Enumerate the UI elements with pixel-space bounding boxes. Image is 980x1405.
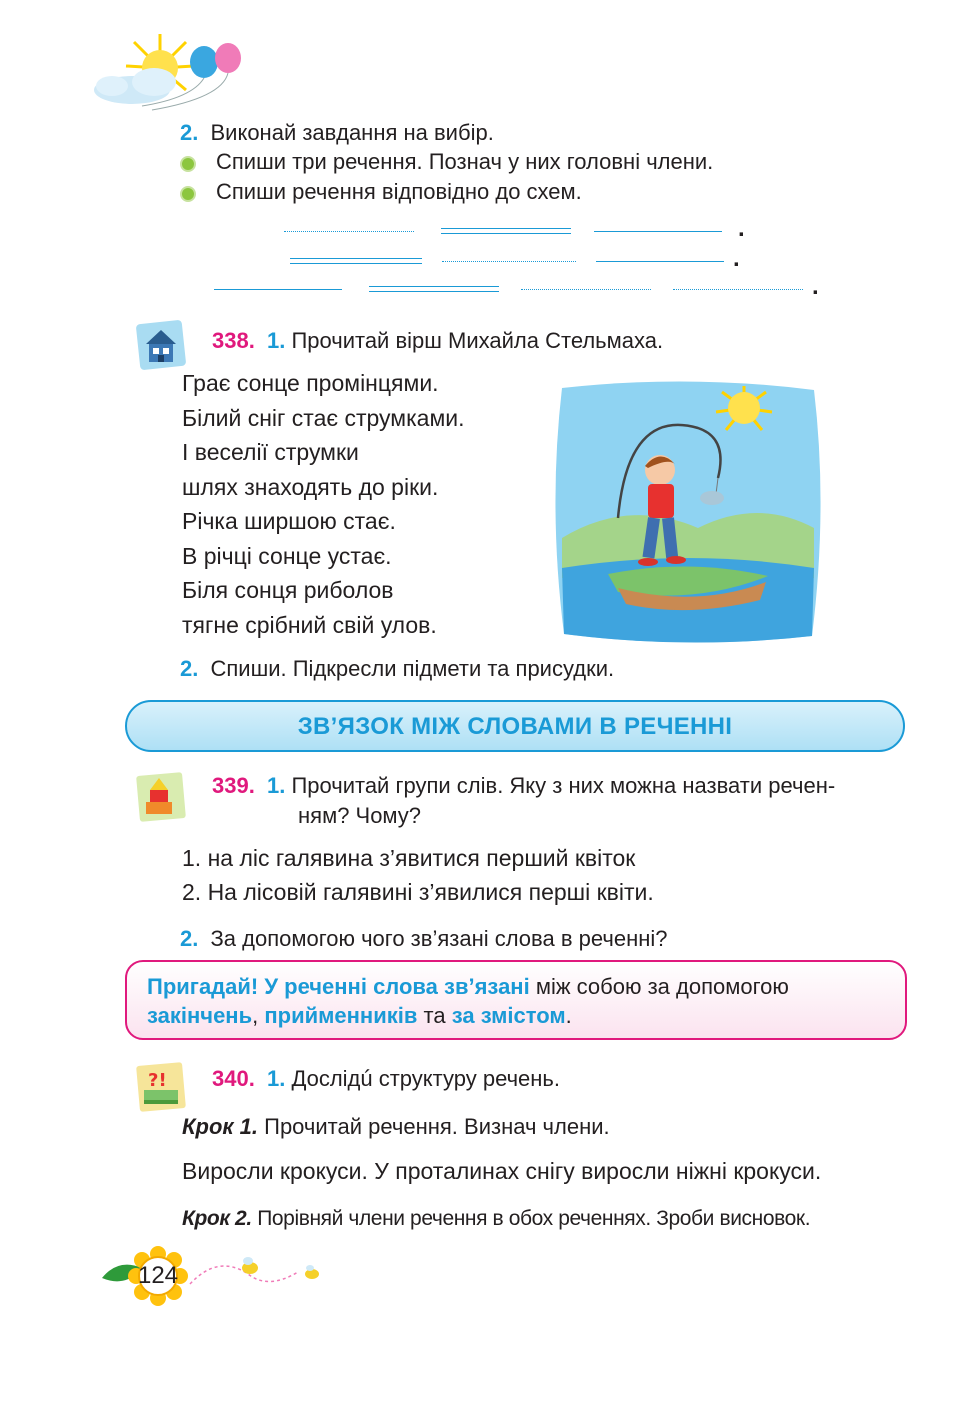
scheme-solid-line xyxy=(214,289,342,290)
ex338-step1-number: 1. xyxy=(266,328,286,353)
ex339-step2-text: За допомогою чого зв’язані слова в реченні? xyxy=(210,926,668,951)
option-bullet-icon xyxy=(180,156,196,172)
ex338-step2-text: Спиши. Підкресли підмети та присудки. xyxy=(210,656,615,681)
ex339-step2-number: 2. xyxy=(180,926,199,951)
blocks-icon xyxy=(132,768,190,824)
scheme-period: . xyxy=(738,215,745,242)
word-group-2: 2. На лісовій галявині з’явилися перші квіти. xyxy=(182,879,654,905)
ex340-step1-number: 1. xyxy=(266,1066,286,1091)
step2-instruction: Порівняй члени речення в обох реченнях. Зроби висновок. xyxy=(251,1207,811,1230)
scheme-period: . xyxy=(733,245,740,272)
step2-label: Крок 2. xyxy=(182,1207,252,1230)
ex340-step1-text: Дослідú структуру речень. xyxy=(291,1066,561,1091)
step1-instruction: Прочитай речення. Визнач члени. xyxy=(258,1114,610,1139)
poem-line: Річка ширшою стає. xyxy=(182,508,396,534)
house-icon xyxy=(132,316,190,372)
task2-text: Виконай завдання на вибір. xyxy=(210,120,494,145)
poem-line: Білий сніг стає струмками. xyxy=(182,404,465,431)
ex339-step2 xyxy=(180,924,668,954)
ex338-header xyxy=(212,326,663,356)
section-title: ЗВ’ЯЗОК МІЖ СЛОВАМИ В РЕЧЕННІ xyxy=(297,713,733,740)
fishing-boy-illustration xyxy=(548,378,828,650)
word-group-1: 1. на ліс галявина з’явитися перший квіток xyxy=(182,845,636,871)
ex339-number: 339. xyxy=(212,773,255,798)
flower-page-badge xyxy=(98,1244,338,1310)
step1-label: Крок 1. xyxy=(182,1114,259,1139)
remember-and: та xyxy=(417,1003,452,1028)
ex338-step2-number: 2. xyxy=(180,656,199,681)
section-heading-bar xyxy=(125,700,905,752)
ex339-step1-number: 1. xyxy=(266,773,286,798)
scheme-period: . xyxy=(812,273,819,300)
poem-line: Біля сонця риболов xyxy=(182,577,394,603)
scheme-dotted-line xyxy=(442,261,576,262)
remember-comma: , xyxy=(252,1003,265,1028)
sun-cloud-balloons-decoration xyxy=(82,28,282,128)
poem-line: В річці сонце устає. xyxy=(182,542,392,569)
scheme-dotted-line xyxy=(521,289,651,290)
remember-lead: Пригадай! У реченні слова зв’язані xyxy=(147,974,530,999)
ex339-step1-text-cont: ням? Чому? xyxy=(298,803,422,828)
task2-number: 2. xyxy=(180,120,199,145)
task2-line xyxy=(180,118,494,148)
poem-line: тягне срібний свій улов. xyxy=(182,611,437,638)
task2-option-1: Спиши три речення. Познач у них головні члени. xyxy=(216,149,714,174)
page-number: 124 xyxy=(137,1262,179,1289)
remember-term-meaning: за змістом xyxy=(451,1003,566,1028)
ex339-step1-text: Прочитай групи слів. Яку з них можна назвати речен- xyxy=(291,773,836,798)
scheme-double-line xyxy=(290,258,422,264)
scheme-solid-line xyxy=(594,231,722,232)
ex338-number: 338. xyxy=(212,328,255,353)
scheme-dotted-line xyxy=(673,289,803,290)
remember-end: . xyxy=(565,1003,572,1028)
remember-term-endings: закінчень xyxy=(147,1003,253,1028)
remember-box xyxy=(125,960,907,1040)
scheme-double-line xyxy=(369,286,499,292)
scheme-dotted-line xyxy=(284,231,414,232)
ex340-step1-line xyxy=(182,1112,610,1142)
poem xyxy=(182,366,465,642)
ex340-step2-line xyxy=(182,1204,810,1234)
scheme-solid-line xyxy=(596,261,724,262)
option-bullet-icon xyxy=(180,186,196,202)
svg-text:?!: ?! xyxy=(148,1070,167,1091)
ex340-sentences: Виросли крокуси. У проталинах снігу виросли ніжні крокуси. xyxy=(182,1158,822,1184)
poem-line: Грає сонце промінцями. xyxy=(182,370,439,396)
remember-rest: між собою за допомогою xyxy=(529,974,789,999)
book-question-icon xyxy=(132,1058,190,1114)
poem-line: шлях знаходять до ріки. xyxy=(182,473,439,500)
remember-term-prepositions: прийменників xyxy=(264,1003,418,1028)
ex340-number: 340. xyxy=(212,1066,255,1091)
task2-option-2: Спиши речення відповідно до схем. xyxy=(216,179,582,204)
ex339-header xyxy=(212,771,835,801)
ex340-header xyxy=(212,1064,560,1094)
ex338-step1-text: Прочитай вірш Михайла Стельмаха. xyxy=(291,328,664,353)
scheme-double-line xyxy=(441,228,571,234)
ex338-step2 xyxy=(180,654,614,684)
remember-text xyxy=(147,972,789,1030)
poem-line: І веселії струмки xyxy=(182,439,359,465)
